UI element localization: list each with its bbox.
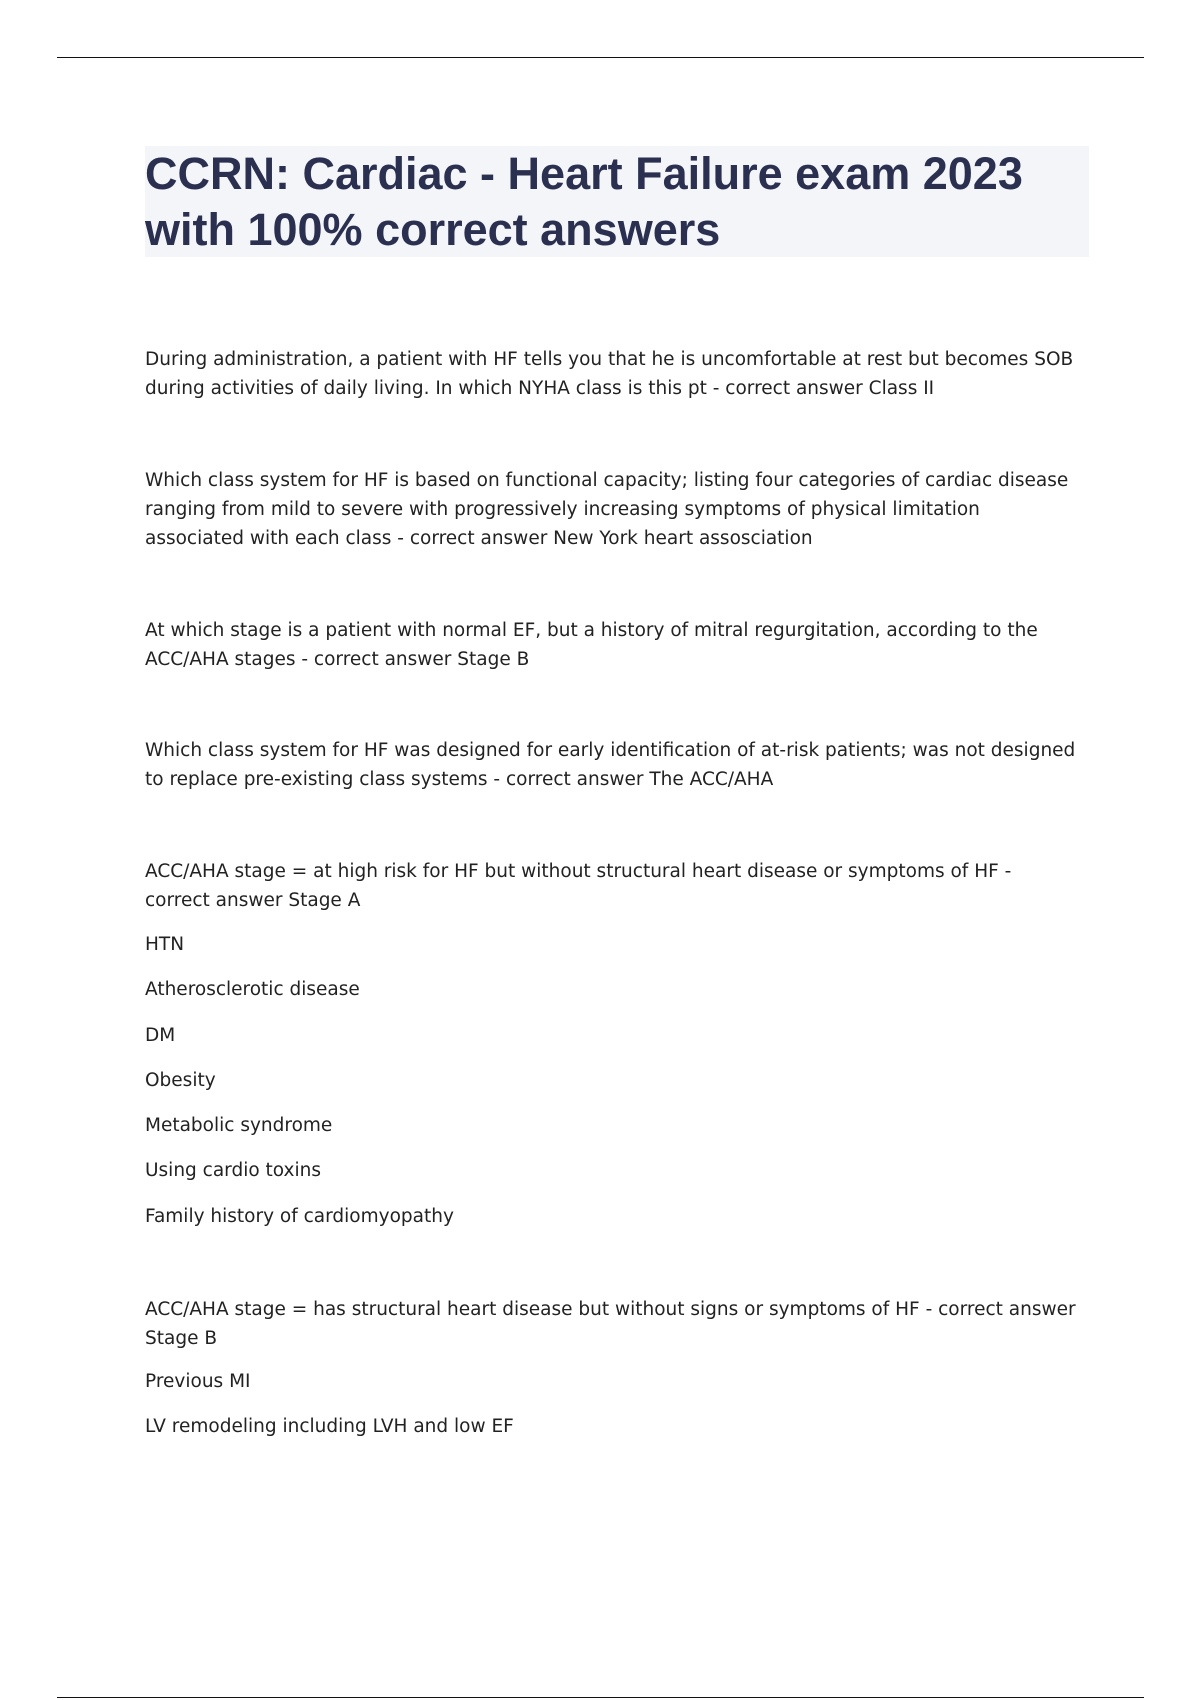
document-title: CCRN: Cardiac - Heart Failure exam 2023 with 100% correct answers [145,148,1023,255]
detail-line: Family history of cardiomyopathy [145,1206,454,1227]
detail-line: HTN [145,934,185,955]
detail-line: Using cardio toxins [145,1160,321,1181]
qa-text: ACC/AHA stage = at high risk for HF but without structural heart disease or symptoms of HF - correct answer Stage A [145,861,1012,911]
qa-item [145,616,1080,674]
qa-item [145,466,1080,553]
qa-item [145,1295,1080,1353]
detail-line: Previous MI [145,1371,251,1392]
qa-text: Which class system for HF is based on functional capacity; listing four categories of cardiac disease ranging from mild to severe with progressively increasing symptoms of physical limitation associated with each class - correct answer New York heart assosciation [145,470,1069,549]
qa-text: Which class system for HF was designed for early identification of at-risk patients; was not designed to replace pre-existing class systems - correct answer The ACC/AHA [145,740,1076,790]
qa-item [145,736,1080,794]
bottom-rule [57,1697,1144,1698]
qa-item [145,857,1080,915]
qa-text: During administration, a patient with HF tells you that he is uncomfortable at rest but becomes SOB during activities of daily living. In which NYHA class is this pt - correct answer Class II [145,349,1074,399]
top-rule [57,57,1144,58]
detail-line: Metabolic syndrome [145,1115,333,1136]
detail-line: Obesity [145,1070,216,1091]
detail-line: DM [145,1025,176,1046]
detail-line: LV remodeling including LVH and low EF [145,1416,514,1437]
qa-item [145,345,1080,403]
qa-text: At which stage is a patient with normal EF, but a history of mitral regurgitation, according to the ACC/AHA stages - correct answer Stage B [145,620,1038,670]
detail-line: Atherosclerotic disease [145,979,360,1000]
qa-text: ACC/AHA stage = has structural heart disease but without signs or symptoms of HF - correct answer Stage B [145,1299,1076,1349]
